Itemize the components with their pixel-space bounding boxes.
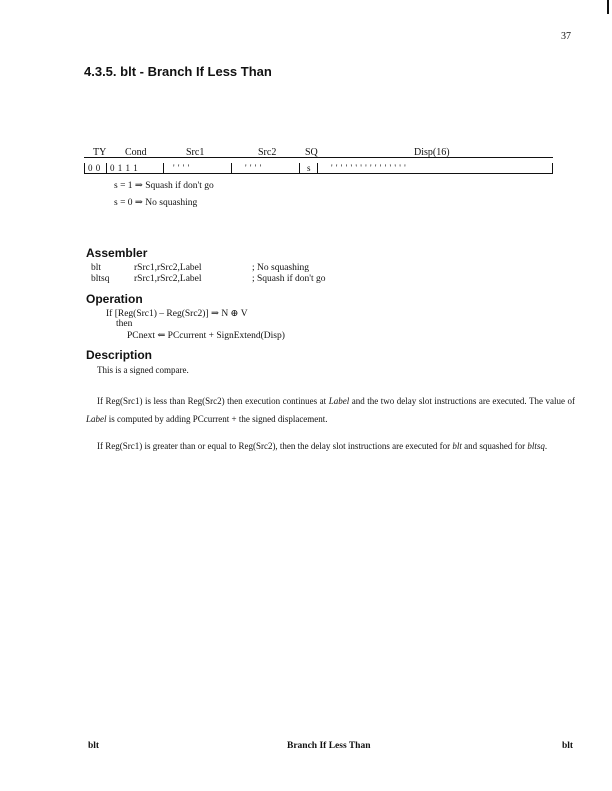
operation-then: then <box>116 319 133 329</box>
paragraph-text: If Reg(Src1) is less than Reg(Src2) then execution continues at <box>97 396 329 406</box>
field-label-ty: TY <box>93 147 107 158</box>
operation-assignment: PCnext ⇐ PCcurrent + SignExtend(Disp) <box>127 331 285 341</box>
field-label-src1: Src1 <box>186 147 205 158</box>
operation-condition: If [Reg(Src1) – Reg(Src2)] ⇒ N ⊕ V <box>106 309 248 319</box>
format-divider-src1 <box>231 163 232 173</box>
footer-right: blt <box>562 741 574 751</box>
paragraph-text: If Reg(Src1) is greater than or equal to Reg(Src2), then the delay slot instructions are executed for <box>97 441 453 451</box>
field-label-src2: Src2 <box>258 147 277 158</box>
assembler-heading: Assembler <box>86 246 148 260</box>
bits-cond: 0 1 1 1 <box>110 163 139 173</box>
format-divider-src2 <box>299 163 300 173</box>
format-divider-cond <box>163 163 164 173</box>
no-squash-note: s = 0 ⇒ No squashing <box>114 198 198 208</box>
assembler-mnemonic: blt <box>91 263 102 273</box>
bits-src2: ' ' ' ' <box>245 163 262 173</box>
label-term: Label <box>328 396 350 406</box>
assembler-operands: rSrc1,rSrc2,Label <box>134 263 202 273</box>
bits-sq: s <box>307 163 312 173</box>
description-paragraph-1 <box>86 392 575 428</box>
bits-ty: 0 0 <box>88 163 101 173</box>
footer-center: Branch If Less Than <box>287 741 371 751</box>
description-heading: Description <box>86 348 153 362</box>
mnemonic-term: blt <box>452 441 462 451</box>
section-title: 4.3.5. blt - Branch If Less Than <box>84 64 272 79</box>
assembler-comment: ; No squashing <box>252 263 309 273</box>
paragraph-text: . <box>544 441 548 451</box>
mnemonic-term: bltsq <box>527 441 545 451</box>
bits-disp: ' ' ' ' ' ' ' ' ' ' ' ' ' ' ' ' <box>331 163 407 173</box>
assembler-operands: rSrc1,rSrc2,Label <box>134 274 202 284</box>
field-label-cond: Cond <box>125 147 147 158</box>
paragraph-text: is computed by adding PCcurrent + the signed displacement. <box>106 414 328 424</box>
description-paragraph-2 <box>86 437 575 455</box>
footer-left: blt <box>88 741 100 751</box>
field-label-sq: SQ <box>305 147 318 158</box>
assembler-mnemonic: bltsq <box>91 274 110 284</box>
description-intro: This is a signed compare. <box>97 365 189 375</box>
format-bottom-rule <box>84 173 553 174</box>
page-edge-mark <box>607 0 609 14</box>
label-term: Label <box>86 414 107 424</box>
assembler-comment: ; Squash if don't go <box>252 274 326 284</box>
page-number: 37 <box>561 31 571 42</box>
bits-src1: ' ' ' ' <box>173 163 190 173</box>
format-top-rule <box>84 157 553 158</box>
operation-heading: Operation <box>86 292 143 306</box>
paragraph-text: and the two delay slot instructions are executed. The value of <box>349 396 576 406</box>
format-divider-sq <box>317 163 318 173</box>
paragraph-text: and squashed for <box>461 441 528 451</box>
format-divider-end <box>552 163 553 173</box>
format-divider-start <box>84 163 85 173</box>
field-label-disp: Disp(16) <box>414 147 450 158</box>
squash-note: s = 1 ⇒ Squash if don't go <box>114 181 214 191</box>
format-divider-ty <box>106 163 107 173</box>
